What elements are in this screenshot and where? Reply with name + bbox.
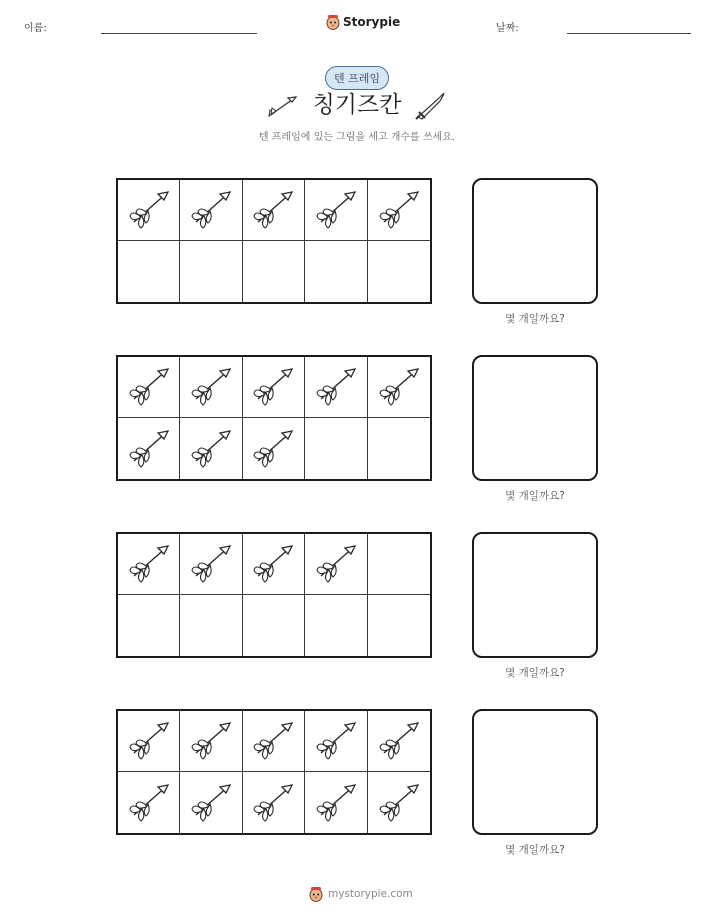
storypie-mascot-icon	[326, 13, 340, 30]
ten-frame-cell	[243, 241, 305, 302]
arrow-icon	[313, 717, 359, 765]
brand-name: Storypie	[343, 14, 401, 29]
arrow-icon	[313, 186, 359, 234]
ten-frame-cell	[243, 357, 305, 418]
arrow-icon	[250, 363, 296, 411]
arrow-icon	[250, 779, 296, 827]
ten-frame-cell	[305, 772, 367, 833]
ten-frame-cell	[118, 534, 180, 595]
ten-frame-cell	[180, 418, 242, 479]
answer-box[interactable]	[472, 178, 598, 304]
ten-frame-cell	[305, 595, 367, 656]
ten-frame-cell	[243, 534, 305, 595]
arrow-icon	[188, 425, 234, 473]
ten-frame-cell	[368, 241, 430, 302]
ten-frame-cell	[180, 772, 242, 833]
answer-box[interactable]	[472, 355, 598, 481]
ten-frame-cell	[243, 711, 305, 772]
arrow-icon	[250, 186, 296, 234]
arrow-icon	[313, 540, 359, 588]
arrow-icon	[126, 363, 172, 411]
ten-frame-cell	[118, 180, 180, 241]
ten-frame-cell	[180, 241, 242, 302]
ten-frame-cell	[368, 418, 430, 479]
instruction-text: 텐 프레임에 있는 그림을 세고 개수를 쓰세요.	[258, 132, 456, 143]
ten-frame	[116, 355, 432, 481]
arrow-icon	[126, 717, 172, 765]
ten-frame-cell	[243, 418, 305, 479]
arrow-icon	[250, 540, 296, 588]
ten-frame-cell	[180, 534, 242, 595]
arrow-icon	[376, 363, 422, 411]
worksheet-badge: 텐 프레임	[325, 66, 389, 90]
name-label: 이름:	[24, 23, 47, 34]
ten-frame-cell	[243, 595, 305, 656]
ten-frame	[116, 709, 432, 835]
name-line[interactable]	[101, 33, 257, 34]
ten-frame-cell	[305, 711, 367, 772]
ten-frame-cell	[368, 711, 430, 772]
ten-frame	[116, 178, 432, 304]
answer-box[interactable]	[472, 709, 598, 835]
sword-decoration-icon	[414, 91, 446, 121]
ten-frame-cell	[368, 357, 430, 418]
footer-url[interactable]: mystorypie.com	[328, 887, 413, 900]
ten-frame-cell	[243, 772, 305, 833]
ten-frame-cell	[368, 772, 430, 833]
arrow-icon	[126, 779, 172, 827]
ten-frame-cell	[305, 241, 367, 302]
arrow-icon	[188, 779, 234, 827]
ten-frame-cell	[180, 357, 242, 418]
arrow-icon	[376, 186, 422, 234]
arrow-icon	[250, 717, 296, 765]
arrow-icon	[188, 186, 234, 234]
date-line[interactable]	[567, 33, 691, 34]
ten-frame-cell	[118, 772, 180, 833]
question-label: 몇 개일까요?	[505, 490, 565, 502]
arrow-icon	[313, 779, 359, 827]
answer-box[interactable]	[472, 532, 598, 658]
ten-frame-cell	[118, 595, 180, 656]
ten-frame-cell	[305, 357, 367, 418]
ten-frame-cell	[368, 595, 430, 656]
ten-frame-cell	[118, 241, 180, 302]
question-label: 몇 개일까요?	[505, 667, 565, 679]
arrow-icon	[126, 540, 172, 588]
question-label: 몇 개일까요?	[505, 313, 565, 325]
ten-frame-cell	[368, 534, 430, 595]
ten-frame-cell	[180, 180, 242, 241]
ten-frame-cell	[305, 180, 367, 241]
ten-frame-cell	[180, 711, 242, 772]
ten-frame-cell	[368, 180, 430, 241]
ten-frame-cell	[180, 595, 242, 656]
ten-frame-cell	[118, 357, 180, 418]
ten-frame-cell	[305, 418, 367, 479]
ten-frame-cell	[305, 534, 367, 595]
arrow-icon	[188, 540, 234, 588]
storypie-logo	[326, 13, 400, 30]
arrow-icon	[126, 425, 172, 473]
question-label: 몇 개일까요?	[505, 844, 565, 856]
arrow-icon	[126, 186, 172, 234]
ten-frame-cell	[118, 418, 180, 479]
ten-frame-cell	[243, 180, 305, 241]
footer	[309, 885, 413, 902]
date-label: 날짜:	[496, 23, 519, 34]
arrow-icon	[250, 425, 296, 473]
ten-frame	[116, 532, 432, 658]
page-title: 칭기즈칸	[312, 92, 402, 118]
ten-frame-cell	[118, 711, 180, 772]
arrow-icon	[188, 363, 234, 411]
arrow-icon	[313, 363, 359, 411]
arrow-icon	[376, 717, 422, 765]
storypie-mascot-icon	[309, 885, 323, 902]
arrow-icon	[188, 717, 234, 765]
arrow-icon	[376, 779, 422, 827]
